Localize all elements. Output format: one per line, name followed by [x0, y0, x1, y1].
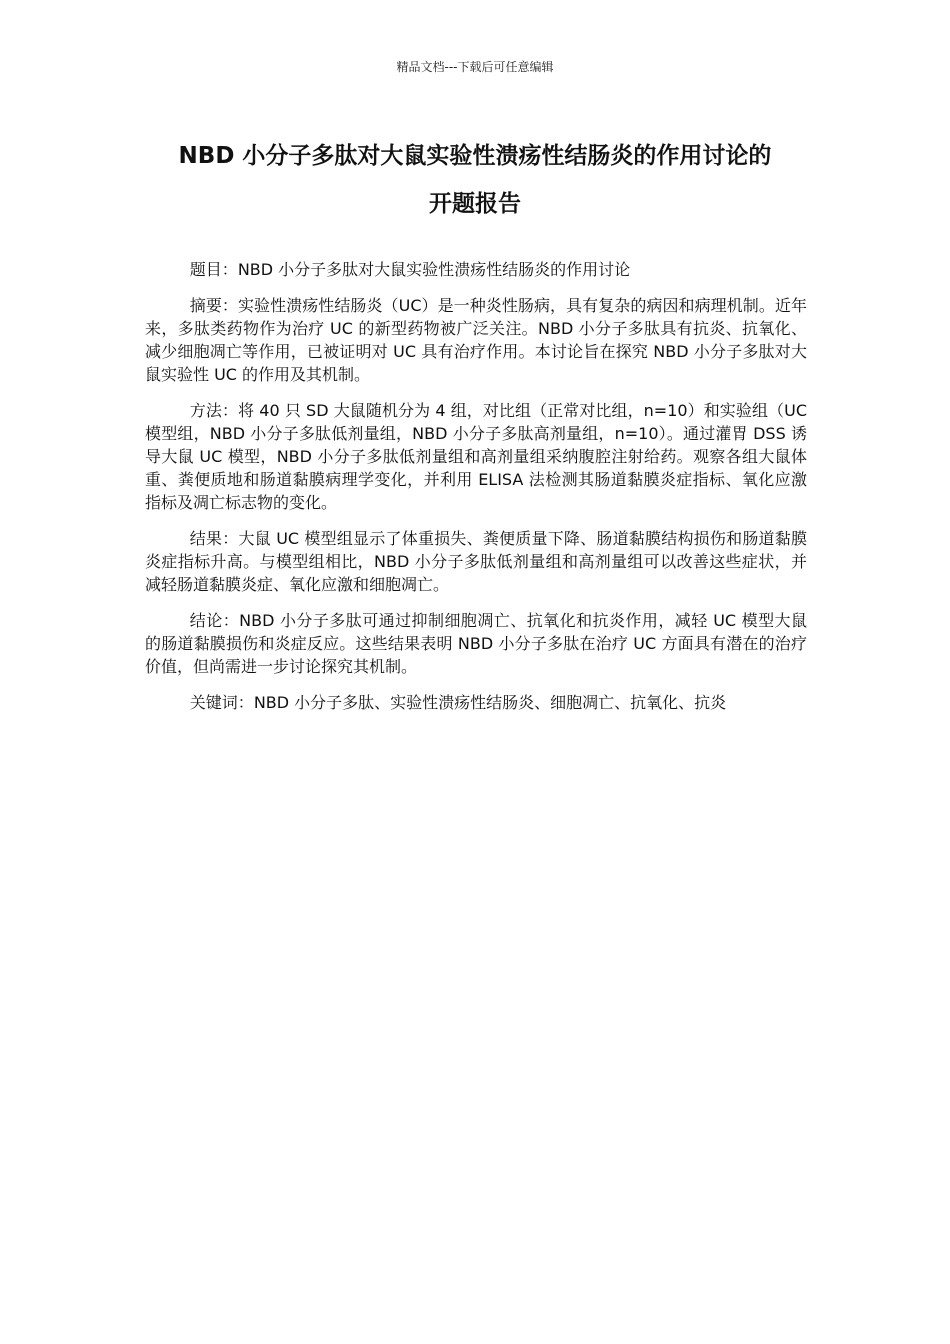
paragraph-conclusion [145, 609, 807, 678]
paragraph-label: 结论： [189, 611, 240, 630]
paragraph-keywords [145, 691, 807, 714]
document-title [120, 132, 830, 228]
header-note: 精品文档---下载后可任意编辑 [396, 60, 554, 74]
paragraph-label: 摘要： [189, 296, 238, 315]
paragraph-text: NBD 小分子多肽、实验性溃疡性结肠炎、细胞凋亡、抗氧化、抗炎 [253, 693, 727, 712]
paragraph-label: 结果： [189, 529, 239, 548]
paragraph-label: 题目： [189, 260, 238, 279]
paragraph-text: NBD 小分子多肽可通过抑制细胞凋亡、抗氧化和抗炎作用，减轻 UC 模型大鼠的肠道黏膜损伤和炎症反应。这些结果表明 NBD 小分子多肽在治疗 UC 方面具有潜在的治疗价值，但尚需进一步讨论探究其机制。 [145, 611, 807, 676]
paragraph-results [145, 527, 807, 596]
paragraph-topic [145, 258, 807, 281]
title-line-1: NBD 小分子多肽对大鼠实验性溃疡性结肠炎的作用讨论的 [178, 143, 772, 169]
paragraph-text: 将 40 只 SD 大鼠随机分为 4 组，对比组（正常对比组，n=10）和实验组（UC 模型组，NBD 小分子多肽低剂量组，NBD 小分子多肽高剂量组，n=10）。通过灌胃 DSS 诱导大鼠 UC 模型，NBD 小分子多肽低剂量组和高剂量组采纳腹腔注射给药。观察各组大鼠体重、粪便质地和肠道黏膜病理学变化，并利用 ELISA 法检测其肠道黏膜炎症指标、氧化应激指标及凋亡标志物的变化。 [145, 401, 807, 512]
paragraph-abstract [145, 294, 807, 386]
paragraph-text: NBD 小分子多肽对大鼠实验性溃疡性结肠炎的作用讨论 [237, 260, 631, 279]
paragraph-text: 实验性溃疡性结肠炎（UC）是一种炎性肠病，具有复杂的病因和病理机制。近年来，多肽类药物作为治疗 UC 的新型药物被广泛关注。NBD 小分子多肽具有抗炎、抗氧化、减少细胞凋亡等作用，已被证明对 UC 具有治疗作用。本讨论旨在探究 NBD 小分子多肽对大鼠实验性 UC 的作用及其机制。 [145, 296, 807, 384]
paragraph-label: 方法： [189, 401, 239, 420]
paragraph-label: 关键词： [189, 693, 254, 712]
paragraph-text: 大鼠 UC 模型组显示了体重损失、粪便质量下降、肠道黏膜结构损伤和肠道黏膜炎症指标升高。与模型组相比，NBD 小分子多肽低剂量组和高剂量组可以改善这些症状，并减轻肠道黏膜炎症、氧化应激和细胞凋亡。 [145, 529, 807, 594]
paragraph-methods [145, 399, 807, 514]
document-body [145, 258, 807, 727]
title-line-2: 开题报告 [429, 191, 521, 217]
